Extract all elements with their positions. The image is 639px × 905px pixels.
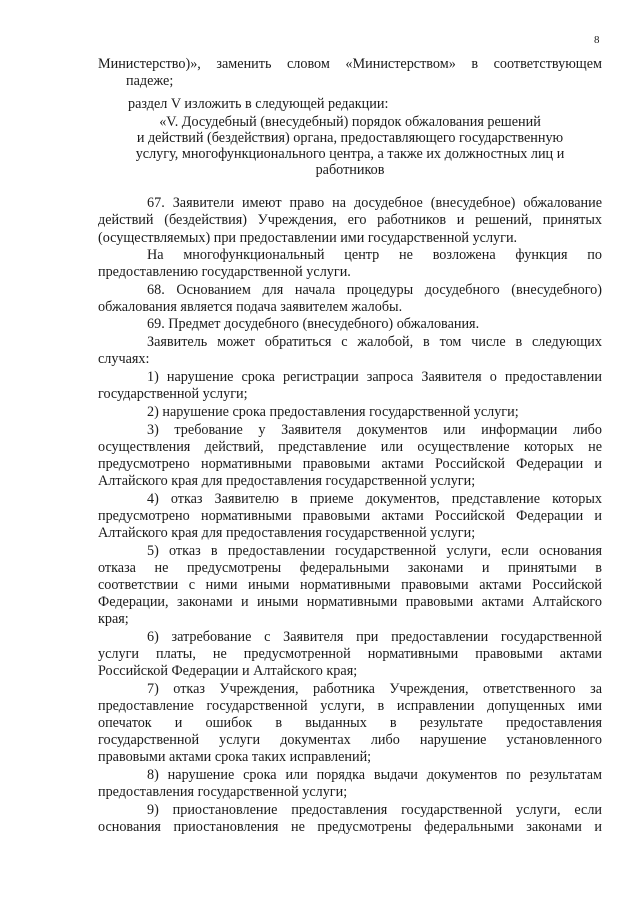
text-line: 7) отказ Учреждения, работника Учреждения, ответственного за (147, 681, 602, 697)
text-line: правовыми актами срока таких исправлений; (98, 749, 372, 765)
text-line: предоставление государственной услуги, в исправлении допущенных ими (98, 698, 602, 714)
text-line: государственной услуги документах либо нарушение установленного (98, 732, 602, 748)
text-line: отказа не предусмотрены федеральными законами и принятыми в (98, 560, 602, 576)
text-line: 6) затребование с Заявителя при предоставлении государственной (147, 629, 602, 645)
text-line: действий (бездействия) Учреждения, его работников и решений, принятых (98, 212, 602, 228)
text-line: Министерство)», заменить словом «Министерством» в соответствующем (98, 56, 602, 72)
text-line: основания приостановления не предусмотрены федеральными законами и (98, 819, 602, 835)
page-number: 8 (594, 34, 600, 46)
text-line: Алтайского края для предоставления государственной услуги; (98, 473, 476, 489)
text-line: 2) нарушение срока предоставления государственной услуги; (147, 404, 519, 420)
text-line: опечаток и ошибок в выданных в результате предоставления (98, 715, 602, 731)
text-line: Федерации, законами и иными нормативными правовыми актами Алтайского (98, 594, 602, 610)
text-line: 9) приостановление предоставления государственной услуги, если (147, 802, 602, 818)
section-heading-line: «V. Досудебный (внесудебный) порядок обжалования решений (159, 114, 541, 130)
text-line: предоставления государственной услуги; (98, 784, 348, 800)
text-line: государственной услуги; (98, 386, 248, 402)
text-line: предоставлению государственной услуги. (98, 264, 351, 280)
section-heading-line: и действий (бездействия) органа, предоставляющего государственную (136, 130, 564, 146)
text-line: 3) требование у Заявителя документов или информации либо (147, 422, 602, 438)
text-line: осуществления действий, представление или осуществление которых не (98, 439, 602, 455)
section-heading-line: услугу, многофункционального центра, а также их должностных лиц и (135, 146, 565, 162)
text-line: На многофункциональный центр не возложена функция по (147, 247, 602, 263)
text-line: случаях: (98, 351, 150, 367)
text-line: (осуществляемых) при предоставлении ими государственной услуги. (98, 230, 518, 246)
text-line: 5) отказ в предоставлении государственной услуги, если основания (147, 543, 602, 559)
text-line: падеже; (126, 73, 174, 89)
text-line: 8) нарушение срока или порядка выдачи документов по результатам (147, 767, 602, 783)
text-line: края; (98, 611, 129, 627)
text-line: обжалования является подача заявителем жалобы. (98, 299, 403, 315)
text-line: 1) нарушение срока регистрации запроса Заявителя о предоставлении (147, 369, 602, 385)
text-line: предусмотрено нормативными правовыми актами Российской Федерации и (98, 508, 602, 524)
text-line: раздел V изложить в следующей редакции: (128, 96, 389, 112)
text-line: услуги платы, не предусмотренной нормативными правовыми актами (98, 646, 602, 662)
text-line: 69. Предмет досудебного (внесудебного) обжалования. (147, 316, 480, 332)
text-line: 68. Основанием для начала процедуры досудебного (внесудебного) (147, 282, 602, 298)
text-line: соответствии с ними иными нормативными правовыми актами Российской (98, 577, 602, 593)
text-line: 4) отказ Заявителю в приеме документов, представление которых (147, 491, 602, 507)
section-heading-line: работников (315, 162, 385, 178)
text-line: Алтайского края для предоставления государственной услуги; (98, 525, 476, 541)
text-line: предусмотрено нормативными правовыми актами Российской Федерации и (98, 456, 602, 472)
text-line: Заявитель может обратиться с жалобой, в том числе в следующих (147, 334, 602, 350)
text-line: Российской Федерации и Алтайского края; (98, 663, 358, 679)
text-line: 67. Заявители имеют право на досудебное (внесудебное) обжалование (147, 195, 602, 211)
